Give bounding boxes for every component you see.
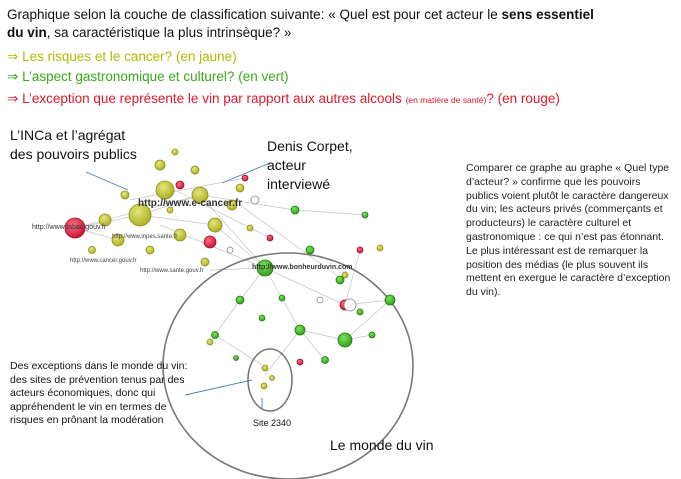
ecancer-label: http://www.e-cancer.fr bbox=[138, 198, 243, 209]
left-url-label: http://www.tabac.gouv.fr bbox=[32, 224, 107, 231]
side-note-p1: Comparer ce graphe au graphe « Quel type d’acteur? » confirme que les pouvoirs publics voient plutôt le caractère dangereux du vin; les acteurs privés (commerçants et producteurs) le caractère culturel et gastronomique : ce qui n’est pas étonnant. bbox=[466, 162, 670, 243]
green-nodes bbox=[212, 206, 396, 364]
arrow-icon: ⇒ bbox=[7, 91, 19, 106]
site-2340-label: Site 2340 bbox=[253, 418, 292, 428]
bonheur-label: http://www.bonheurduvin.com bbox=[252, 264, 353, 271]
small-url-3: http://www.sante.gouv.fr bbox=[140, 268, 204, 274]
header-line-2: du vin, sa caractéristique la plus intrinsèque? » bbox=[7, 25, 292, 40]
side-note-p2: Le plus intéressant est de remarquer la position des médias (le plus souvent ils mettent en exergue le caractère d’exception du vin). bbox=[466, 244, 671, 299]
option-red: ⇒ L’exception que représente le vin par rapport aux autres alcools (en matière de santé)? (en rouge) bbox=[7, 91, 560, 106]
side-note bbox=[466, 162, 671, 300]
wine-world-label: Le monde du vin bbox=[330, 437, 434, 453]
arrow-icon: ⇒ bbox=[7, 49, 19, 64]
header-line-1: Graphique selon la couche de classification suivante: « Quel est pour cet acteur le sens essentiel bbox=[7, 7, 594, 22]
corpet-annotation: Denis Corpet, acteur interviewé bbox=[267, 138, 353, 192]
option-green: ⇒ L’aspect gastronomique et culturel? (en vert) bbox=[7, 69, 289, 84]
exceptions-annotation: Des exceptions dans le monde du vin: des sites de prévention tenus par des acteurs économiques, donc qui appréhendent le vin en termes de risques en prônant la modération bbox=[10, 360, 188, 426]
small-url-1: http://www.inpes.sante.fr bbox=[112, 234, 178, 240]
option-yellow: ⇒ Les risques et le cancer? (en jaune) bbox=[7, 49, 237, 64]
small-url-2: http://www.cancer.gouv.fr bbox=[70, 258, 137, 264]
arrow-icon: ⇒ bbox=[7, 69, 19, 84]
inca-annotation: L’INCa et l’agrégat des pouvoirs publics bbox=[10, 127, 137, 162]
